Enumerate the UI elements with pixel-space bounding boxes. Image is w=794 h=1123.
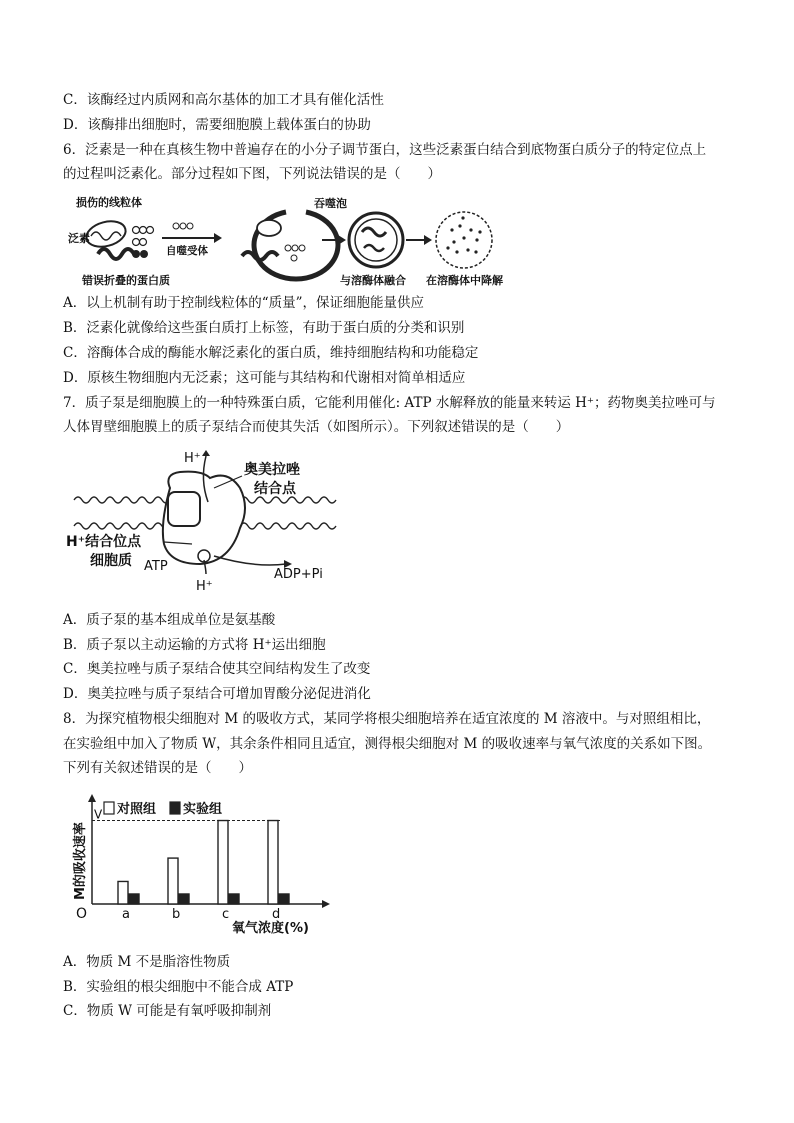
atp-arrow [214,556,286,565]
experiment-bar-c [229,894,239,904]
x-tick-c: c [222,907,230,922]
q6-option-a: A．以上机制有助于控制线粒体的“质量”，保证细胞能量供应 [63,295,425,311]
v-label: V [94,807,103,822]
q7-stem-line1: 7．质子泵是细胞膜上的一种特殊蛋白质，它能利用催化: ATP 水解释放的能量来转运 H⁺；药物奥美拉唑可与 [63,395,716,411]
misfolded-protein [98,249,148,259]
phagophore-stage [242,212,338,279]
y-axis-arrow [88,794,96,802]
chart-bars [118,821,289,904]
legend-experiment-label: 实验组 [183,802,223,817]
y-axis-label: M的吸收速率 [73,822,88,900]
arrow-3-head [424,235,432,245]
arrow-2-head [338,235,346,245]
q8-option-b: B．实验组的根尖细胞中不能合成 ATP [63,979,294,995]
x-tick-b: b [172,907,181,922]
arrow-1 [162,223,222,243]
legend-control-swatch [104,802,114,814]
experiment-bar-d [279,894,289,904]
label-omeprazole-2: 结合点 [254,481,296,497]
label-omeprazole-1: 奥美拉唑 [244,462,300,478]
label-ubiquitin: 泛素 [68,232,90,245]
x-axis-label: 氧气浓度(%) [232,921,309,936]
label-cytoplasm: 细胞质 [90,553,132,569]
x-tick-d: d [272,907,281,922]
q6-stem-line1: 6．泛素是一种在真核生物中普遍存在的小分子调节蛋白，这些泛素蛋白结合到底物蛋白质分子的特定位点上 [63,142,707,158]
label-h-bottom: H⁺ [196,579,213,594]
x-tick-a: a [122,907,130,922]
legend-control-label: 对照组 [117,802,157,817]
ubiquitin-chain [133,227,154,246]
legend-experiment-swatch [170,802,180,814]
label-h-top: H⁺ [184,451,201,466]
q5-option-c: C．该酶经过内质网和高尔基体的加工才具有催化活性 [63,92,384,108]
q6-option-b: B．泛素化就像给这些蛋白质打上标签，有助于蛋白质的分类和识别 [63,320,465,336]
label-autophagy-receptor: 自噬受体 [166,245,208,257]
control-bar-c [218,821,228,904]
degraded-vesicle [436,212,492,268]
experiment-bar-a [129,894,139,904]
label-damaged-mito: 损伤的线粒体 [76,196,142,209]
lysosome-fusion [349,213,403,267]
control-bar-a [118,881,128,904]
q8-option-c: C．物质 W 可能是有氧呼吸抑制剂 [63,1003,272,1019]
label-fuse-lysosome: 与溶酶体融合 [340,274,406,287]
q7-stem-line2: 人体胃壁细胞膜上的质子泵结合而使其失活（如图所示）。下列叙述错误的是（ ） [63,419,570,435]
q8-stem-line2: 在实验组中加入了物质 W，其余条件相同且适宜，测得根尖细胞对 M 的吸收速率与氧气浓度的关系如下图。 [63,736,712,752]
q7-option-a: A．质子泵的基本组成单位是氨基酸 [63,612,276,628]
damaged-mitochondrion [84,217,129,251]
control-bar-b [168,858,178,904]
q7-option-d: D．奥美拉唑与质子泵结合可增加胃酸分泌促进消化 [63,686,371,702]
q7-option-b: B．质子泵以主动运输的方式将 H⁺运出细胞 [63,637,326,653]
label-misfolded: 错误折叠的蛋白质 [82,274,170,287]
q8-option-a: A．物质 M 不是脂溶性物质 [63,954,231,970]
proton-pump [163,450,245,574]
experiment-bar-b [179,894,189,904]
label-atp: ATP [144,559,168,574]
q8-stem-line3: 下列有关叙述错误的是（ ） [63,760,252,776]
ubiquitination-figure [64,190,534,290]
absorption-chart [66,792,336,938]
proton-pump-figure [64,448,344,598]
q8-stem-line1: 8．为探究植物根尖细胞对 M 的吸收方式，某同学将根尖细胞培养在适宜浓度的 M 溶液中。与对照组相比， [63,711,711,727]
origin-label: O [76,906,88,922]
label-adp: ADP+Pi [274,567,323,582]
control-bar-d [268,821,278,904]
label-h-site: H⁺结合位点 [66,534,142,550]
q5-option-d: D．该酶排出细胞时，需要细胞膜上载体蛋白的协助 [63,117,371,133]
label-degrade: 在溶酶体中降解 [426,274,503,287]
label-phagophore: 吞噬泡 [314,197,347,210]
q7-option-c: C．奥美拉唑与质子泵结合使其空间结构发生了改变 [63,661,371,677]
x-axis-arrow [322,900,330,908]
q6-option-d: D．原核生物细胞内无泛素；这可能与其结构和代谢相对简单相适应 [63,370,466,386]
q6-stem-line2: 的过程叫泛素化。部分过程如下图，下列说法错误的是（ ） [63,166,441,182]
q6-option-c: C．溶酶体合成的酶能水解泛素化的蛋白质，维持细胞结构和功能稳定 [63,345,479,361]
